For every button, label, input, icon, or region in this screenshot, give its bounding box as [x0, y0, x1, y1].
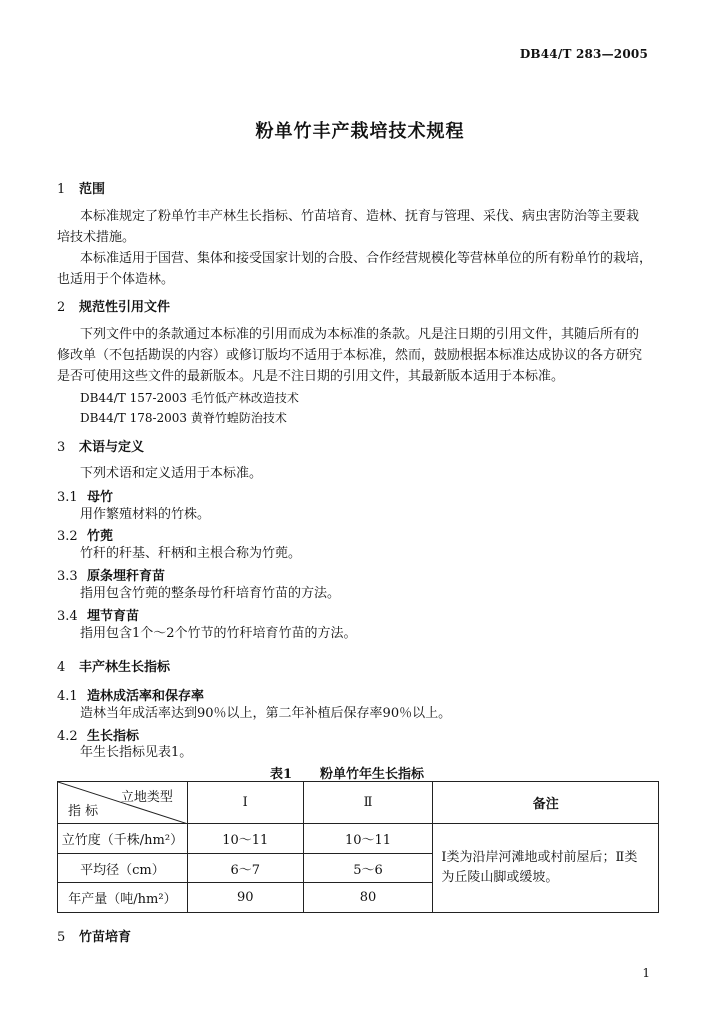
section-title: 术语与定义 [79, 440, 145, 455]
table-cell: 80 [303, 883, 433, 913]
term-definition: 指用包含1个～2个竹节的竹秆培育竹苗的方法。 [80, 626, 357, 641]
section-title: 丰产林生长指标 [79, 660, 171, 675]
table-cell: 10～11 [187, 824, 303, 854]
table-header-cell: 备注 [433, 782, 659, 824]
term-number: 3.2 [57, 529, 78, 544]
paragraph-line: 本标准规定了粉单竹丰产林生长指标、竹苗培育、造林、抚育与管理、采伐、病虫害防治等主要栽 [80, 209, 640, 224]
paragraph-line: 本标准适用于国营、集体和接受国家计划的合股、合作经营规模化等营林单位的所有粉单竹的栽培， [80, 251, 653, 266]
table-cell: 6～7 [187, 854, 303, 883]
row-label: 立竹度（千株/hm²） [58, 824, 188, 854]
section-number: 5 [57, 930, 66, 945]
section-number: 4 [57, 660, 66, 675]
paragraph-line: 培技术措施。 [57, 230, 136, 245]
paragraph-line: 是否可使用这些文件的最新版本。凡是不注日期的引用文件，其最新版本适用于本标准。 [57, 369, 565, 384]
term-definition: 用作繁殖材料的竹株。 [80, 507, 211, 522]
table-corner-cell [58, 782, 188, 824]
paragraph-line: 下列术语和定义适用于本标准。 [80, 466, 263, 481]
table-caption-title: 粉单竹年生长指标 [320, 767, 425, 782]
section-heading-5 [57, 926, 131, 945]
section-heading-3 [57, 436, 144, 455]
table-cell: 5～6 [303, 854, 433, 883]
growth-index-table [57, 781, 659, 913]
section-title: 竹苗培育 [79, 930, 132, 945]
table-header-cell: Ⅰ [187, 782, 303, 824]
corner-top-label: 立地类型 [120, 790, 173, 805]
term-heading [57, 525, 113, 544]
term-name: 埋节育苗 [87, 609, 140, 624]
table-cell: 10～11 [303, 824, 433, 854]
table-cell: 90 [187, 883, 303, 913]
paragraph-line: 下列文件中的条款通过本标准的引用而成为本标准的条款。凡是注日期的引用文件，其随后所有的 [80, 327, 640, 342]
row-label: 平均径（cm） [58, 854, 188, 883]
section-number: 3 [57, 440, 66, 455]
table-caption [270, 763, 424, 782]
section-heading-1 [57, 178, 105, 197]
subsection-heading [57, 685, 204, 704]
section-heading-4 [57, 656, 170, 675]
page-number: 1 [642, 966, 650, 980]
subsection-number: 4.1 [57, 689, 78, 704]
table-row [58, 824, 659, 854]
subsection-title: 生长指标 [87, 729, 140, 744]
term-heading [57, 486, 113, 505]
section-number: 1 [57, 182, 66, 197]
subsection-title: 造林成活率和保存率 [87, 689, 205, 704]
term-heading [57, 565, 165, 584]
section-title: 规范性引用文件 [79, 300, 171, 315]
term-definition: 竹秆的秆基、秆柄和主根合称为竹蔸。 [80, 546, 302, 561]
table-header-cell: Ⅱ [303, 782, 433, 824]
table-caption-label: 表1 [270, 767, 293, 782]
term-number: 3.4 [57, 609, 78, 624]
section-title: 范围 [79, 182, 106, 197]
paragraph-line: 修改单（不包括勘误的内容）或修订版均不适用于本标准，然而，鼓励根据本标准达成协议的各方研究 [57, 348, 643, 363]
page-title: 粉单竹丰产栽培技术规程 [255, 121, 465, 142]
paragraph-line: 年生长指标见表1。 [80, 745, 193, 760]
term-definition: 指用包含竹蔸的整条母竹秆培育竹苗的方法。 [80, 586, 341, 601]
paragraph-line: 也适用于个体造林。 [57, 272, 175, 287]
term-name: 母竹 [87, 490, 114, 505]
document-code: DB44/T 283—2005 [519, 47, 648, 61]
section-number: 2 [57, 300, 66, 315]
term-number: 3.1 [57, 490, 78, 505]
corner-bottom-label: 指 标 [68, 804, 99, 819]
term-number: 3.3 [57, 569, 78, 584]
term-heading [57, 605, 139, 624]
row-label: 年产量（吨/hm²） [58, 883, 188, 913]
reference-item: DB44/T 157-2003 毛竹低产林改造技术 [80, 391, 299, 405]
reference-item: DB44/T 178-2003 黄脊竹蝗防治技术 [80, 411, 287, 425]
remark-cell: Ⅰ类为沿岸河滩地或村前屋后；Ⅱ类为丘陵山脚或缓坡。 [433, 824, 659, 913]
section-heading-2 [57, 296, 170, 315]
term-name: 竹蔸 [87, 529, 114, 544]
paragraph-line: 造林当年成活率达到90％以上，第二年补植后保存率90％以上。 [80, 706, 452, 721]
subsection-number: 4.2 [57, 729, 78, 744]
term-name: 原条埋秆育苗 [87, 569, 166, 584]
